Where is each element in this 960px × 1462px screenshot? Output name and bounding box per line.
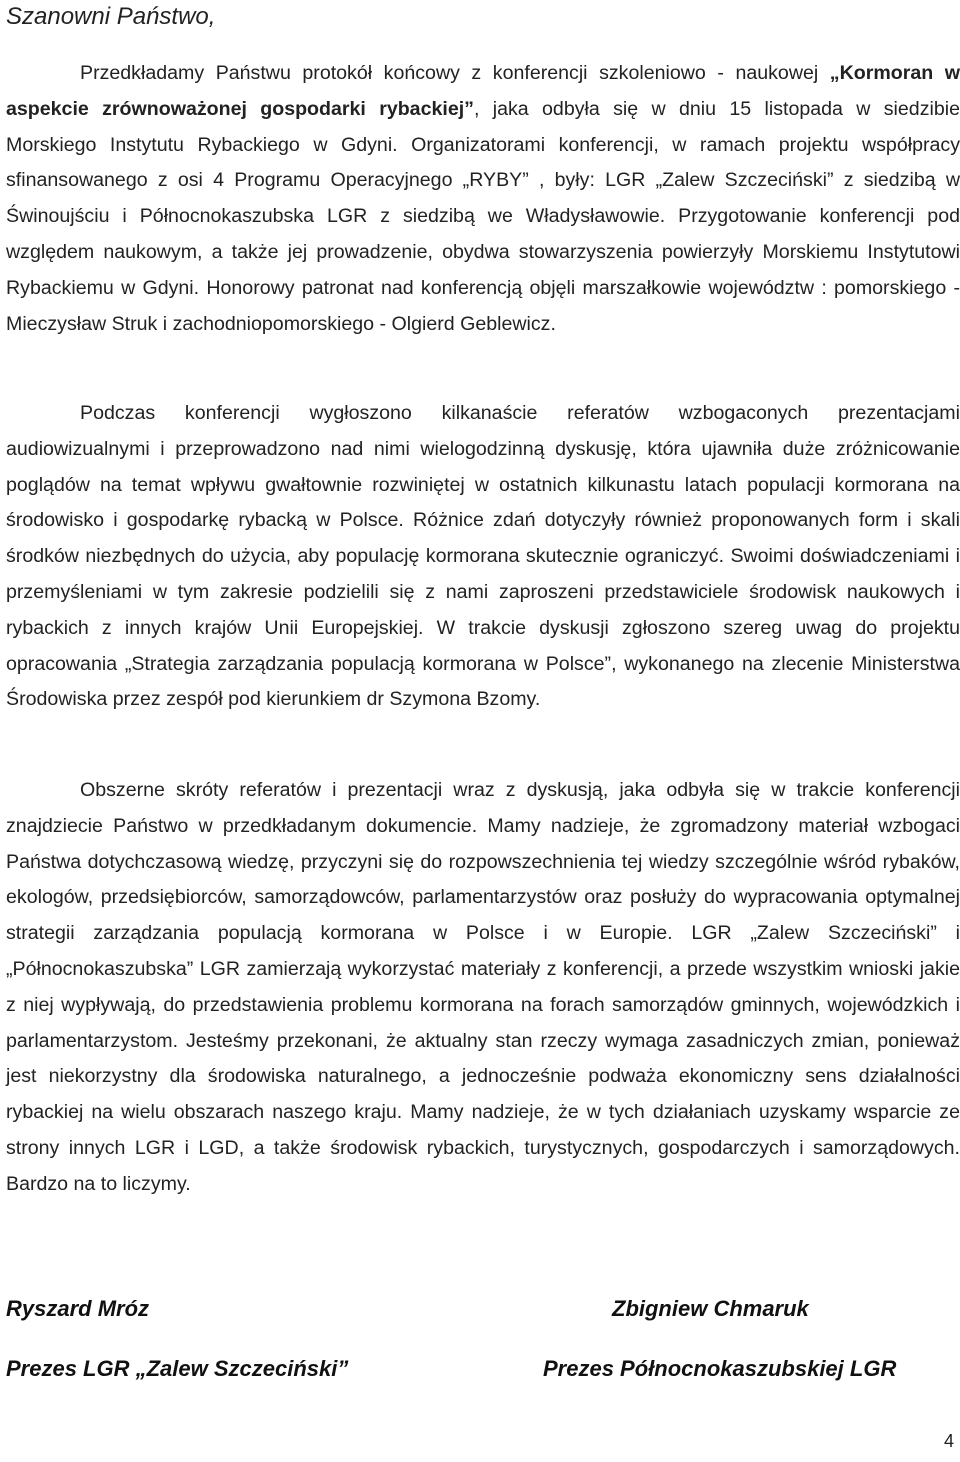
paragraph-discussion: Podczas konferencji wygłoszono kilkanaście referatów wzbogaconych prezentacjami audiowizualnymi i przeprowadzono nad nimi wielogodzinną dyskusję, która ujawniła duże zróżnicowanie poglądów na temat wpływu gwałtownie rozwiniętej w ostatnich kilkunastu latach populacji kormorana na środowisko i gospodarkę rybacką w Polsce. Różnice zdań dotyczyły również proponowanych form i skali środków niezbędnych do użycia, aby populację kormorana skutecznie ograniczyć. Swoimi doświadczeniami i przemyśleniami w tym zakresie podzielili się z nami zaproszeni przedstawiciele środowisk naukowych i rybackich z innych krajów Unii Europejskiej. W trakcie dyskusji zgłoszono szereg uwag do projektu opracowania „Strategia zarządzania populacją kormorana w Polsce”, wykonanego na zlecenie Ministerstwa Środowiska przez zespół pod kierunkiem dr Szymona Bzomy. [6, 402, 960, 711]
page-number: 4 [943, 1431, 954, 1451]
signature-name-left: Ryszard Mróz [6, 1296, 150, 1321]
conference-title: „Kormoran w aspekcie zrównoważonej gospodarki rybackiej” [6, 62, 960, 120]
paragraph-intro-lead: Przedkładamy Państwu protokół końcowy z konferencji szkoleniowo - naukowej [80, 62, 830, 84]
paragraph-intro [6, 56, 960, 342]
paragraph-materials: Obszerne skróty referatów i prezentacji wraz z dyskusją, jaka odbyła się w trakcie konferencji znajdziecie Państwo w przedkładanym dokumencie. Mamy nadzieje, że zgromadzony materiał wzbogaci Państwa dotychczasową wiedzę, przyczyni się do rozpowszechnienia tej wiedzy szczególnie wśród rybaków, ekologów, przedsiębiorców, samorządowców, parlamentarzystów oraz posłuży do wypracowania optymalnej strategii zarządzania populacją kormorana w Polsce i w Europie. LGR „Zalew Szczeciński” i „Północnokaszubska” LGR zamierzają wykorzystać materiały z konferencji, a przede wszystkim wnioski jakie z niej wypływają, do przedstawienia problemu kormorana na forach samorządów gminnych, wojewódzkich i parlamentarzystom. Jesteśmy przekonani, że aktualny stan rzeczy wymaga zasadniczych zmian, ponieważ jest niekorzystny dla środowiska naturalnego, a jednocześnie podważa ekonomiczny sens działalności rybackiej na wielu obszarach naszego kraju. Mamy nadzieje, że w tych działaniach uzyskamy wsparcie ze strony innych LGR i LGD, a także środowisk rybackich, turystycznych, gospodarczych i samorządowych. Bardzo na to liczymy. [6, 779, 960, 1195]
salutation: Szanowni Państwo, [6, 3, 216, 30]
signature-name-right: Zbigniew Chmaruk [612, 1296, 809, 1321]
signature-title-right: Prezes Północnokaszubskiej LGR [543, 1356, 897, 1381]
paragraph-intro-rest: , jaka odbyła się w dniu 15 listopada w siedzibie Morskiego Instytutu Rybackiego w Gdyni. Organizatorami konferencji, w ramach projektu współpracy sfinansowanego z osi 4 Programu Operacyjnego „RYBY” , były: LGR „Zalew Szczeciński” z siedzibą w Świnoujściu i Północnokaszubska LGR z siedzibą we Władysławowie. Przygotowanie konferencji pod względem naukowym, a także jej prowadzenie, obydwa stowarzyszenia powierzyły Morskiemu Instytutowi Rybackiemu w Gdyni. Honorowy patronat nad konferencją objęli marszałkowie województw : pomorskiego - Mieczysław Struk i zachodniopomorskiego - Olgierd Geblewicz. [6, 97, 960, 335]
signature-title-left: Prezes LGR „Zalew Szczeciński” [6, 1356, 349, 1381]
